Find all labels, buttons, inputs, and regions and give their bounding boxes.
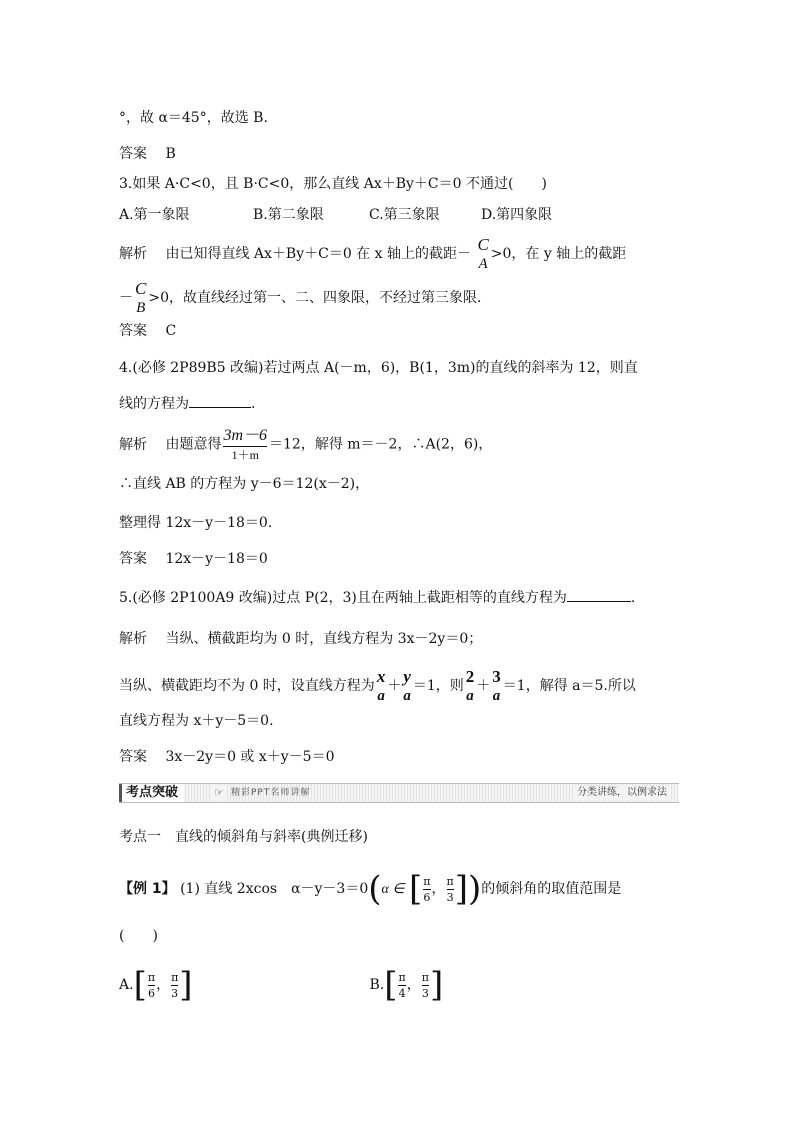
- option-label: A.: [119, 977, 134, 993]
- left-bracket: [: [409, 869, 423, 909]
- fraction-denominator: 1＋m: [231, 448, 259, 462]
- fraction-denominator: 4: [398, 986, 406, 1000]
- question-text: 4.(必修 2P89B5 改编)若过两点 A(－m，6)，B(1，3m)的直线的斜率为 12，则直: [119, 360, 638, 376]
- section-title: 考点突破: [119, 784, 184, 802]
- solution-text: 由已知得直线 Ax＋By＋C＝0 在 x 轴上的截距－: [165, 246, 471, 262]
- operator: ＋: [387, 678, 402, 694]
- question-4-line1: [119, 358, 638, 378]
- solution-4-line2: [119, 474, 369, 494]
- question-text: .: [251, 396, 256, 412]
- fraction-numerator: y: [403, 667, 411, 686]
- solution-text: 当纵、横截距均为 0 时，直线方程为 3x－2y＝0；: [165, 631, 483, 647]
- fraction: [466, 668, 475, 704]
- option-b: B.第二象限: [253, 207, 324, 223]
- solution-text: ＝1，解得 a＝5.所以: [502, 678, 636, 694]
- text-line: [119, 108, 268, 128]
- operator: ＋: [476, 678, 491, 694]
- fraction-numerator: π: [171, 970, 179, 984]
- separator: ，: [156, 977, 171, 993]
- example-text: 的倾斜角的取值范围是: [481, 881, 622, 897]
- solution-text: 直线方程为 x＋y－5＝0.: [119, 713, 274, 729]
- answer-value: 12x－y－18＝0: [165, 551, 268, 567]
- solution-text: ∴直线 AB 的方程为 y－6＝12(x－2)，: [119, 476, 370, 492]
- question-text: 5.(必修 2P100A9 改编)过点 P(2，3)且在两轴上截距相等的直线方程为: [119, 590, 567, 606]
- option-b: [365, 965, 444, 1005]
- solution-text: ＝1，则: [412, 678, 464, 694]
- fraction-denominator: 6: [423, 890, 431, 904]
- right-bracket: ]): [454, 869, 482, 909]
- answer-label: 答案: [119, 749, 147, 765]
- fraction-denominator: a: [466, 688, 474, 704]
- left-bracket: [: [133, 965, 147, 1005]
- right-bracket: ]: [429, 965, 444, 1005]
- pointing-hand-icon: ☞: [211, 785, 227, 801]
- separator: ，: [406, 977, 421, 993]
- separator: ，: [431, 881, 446, 897]
- topic-title: 考点一 直线的倾斜角与斜率(典例迁移): [119, 829, 368, 845]
- solution-end-text: °，故 α＝45°，故选 B.: [119, 110, 268, 126]
- option-label: B.: [369, 977, 385, 993]
- fraction-denominator: 6: [147, 986, 155, 1000]
- fraction-numerator: C: [477, 235, 489, 254]
- solution-text: 当纵、横截距均不为 0 时，设直线方程为: [119, 678, 375, 694]
- question-text: 3.如果 A·C<0，且 B·C<0，那么直线 Ax＋By＋C＝0 不通过( ): [119, 176, 547, 192]
- fraction: [171, 972, 178, 999]
- example-text: (1) 直线 2xcos α－y－3＝0: [180, 881, 369, 897]
- solution-3-line2: [119, 280, 481, 316]
- answer-parentheses: ( ): [119, 928, 158, 944]
- fraction: [377, 668, 386, 704]
- section-right-caption: 分类讲练，以例求法: [577, 787, 667, 798]
- solution-text: ＝12，解得 m＝－2，∴A(2，6)，: [269, 436, 493, 453]
- question-3-options: [119, 205, 552, 225]
- answer-label: 答案: [119, 146, 147, 162]
- solution-text: －: [119, 290, 133, 306]
- solution-text: >0，在 y 轴上的截距: [490, 246, 627, 262]
- topic-heading: [119, 827, 368, 847]
- solution-text: 整理得 12x－y－18＝0.: [119, 515, 273, 531]
- fraction-denominator: a: [377, 688, 385, 704]
- option-d: D.第四象限: [481, 207, 553, 223]
- fraction-numerator: C: [135, 279, 147, 298]
- left-bracket: [: [384, 965, 398, 1005]
- fraction: [148, 972, 155, 999]
- answer-row: [119, 144, 176, 164]
- fraction-numerator: π: [421, 970, 429, 984]
- solution-text: >0，故直线经过第一、二、四象限，不经过第三象限.: [148, 290, 482, 306]
- question-4-line2: [119, 393, 255, 414]
- solution-5-line2: [119, 668, 636, 704]
- section-header-bar: [119, 783, 679, 803]
- solution-text: 由题意得: [165, 436, 222, 453]
- solution-3-line1: [119, 236, 626, 272]
- fraction-numerator: π: [147, 970, 156, 984]
- fraction: [223, 428, 267, 461]
- fraction-denominator: a: [403, 688, 411, 704]
- fraction: [423, 876, 430, 903]
- fraction: [135, 280, 146, 316]
- question-3: [119, 174, 547, 194]
- fraction-numerator: π: [398, 970, 406, 984]
- solution-label: 解析: [119, 436, 147, 453]
- fraction-numerator: 2: [465, 667, 475, 686]
- example-label: 【例 1】: [119, 881, 176, 897]
- example-1-options: [119, 965, 444, 1005]
- example-1-line2: [119, 926, 158, 946]
- fraction: [403, 668, 411, 704]
- answer-blank: [567, 587, 631, 602]
- example-1-line1: [119, 869, 622, 909]
- condition-text: α ∈: [381, 882, 405, 897]
- solution-label: 解析: [119, 631, 147, 647]
- fraction: [492, 668, 501, 704]
- answer-row: [119, 549, 268, 569]
- solution-5-line1: [119, 629, 482, 649]
- question-text: 线的方程为: [119, 396, 189, 412]
- answer-blank: [189, 393, 251, 408]
- solution-5-line3: [119, 711, 274, 731]
- fraction-denominator: B: [136, 300, 146, 316]
- option-a: A.第一象限: [119, 207, 190, 223]
- left-paren: (: [368, 869, 382, 909]
- fraction-denominator: A: [478, 256, 488, 272]
- fraction: [398, 972, 405, 999]
- answer-value: 3x－2y＝0 或 x＋y－5＝0: [165, 749, 335, 765]
- answer-row: [119, 747, 335, 767]
- question-5: [119, 587, 635, 608]
- answer-label: 答案: [119, 551, 147, 567]
- section-subtitle: 精彩PPT名师讲解: [231, 788, 311, 798]
- fraction-denominator: 3: [171, 986, 179, 1000]
- answer-row: [119, 321, 176, 341]
- answer-label: 答案: [119, 323, 147, 339]
- solution-label: 解析: [119, 246, 147, 262]
- fraction-numerator: x: [376, 667, 386, 686]
- solution-4-line3: [119, 513, 272, 533]
- fraction-numerator: 3: [492, 667, 501, 686]
- answer-value: B: [165, 146, 176, 162]
- answer-value: C: [165, 323, 177, 339]
- fraction-numerator: π: [423, 874, 431, 888]
- fraction: [422, 972, 429, 999]
- fraction-denominator: 3: [446, 890, 454, 904]
- solution-4-line1: [119, 428, 492, 461]
- option-a: [119, 965, 365, 1005]
- fraction: [447, 876, 454, 903]
- fraction-denominator: 3: [421, 986, 429, 1000]
- fraction-denominator: a: [492, 688, 501, 704]
- right-bracket: ]: [179, 965, 193, 1005]
- question-text: .: [630, 590, 636, 606]
- option-c: C.第三象限: [369, 207, 440, 223]
- fraction: [477, 236, 488, 272]
- fraction-numerator: 3m－6: [223, 427, 268, 444]
- fraction-numerator: π: [446, 874, 454, 888]
